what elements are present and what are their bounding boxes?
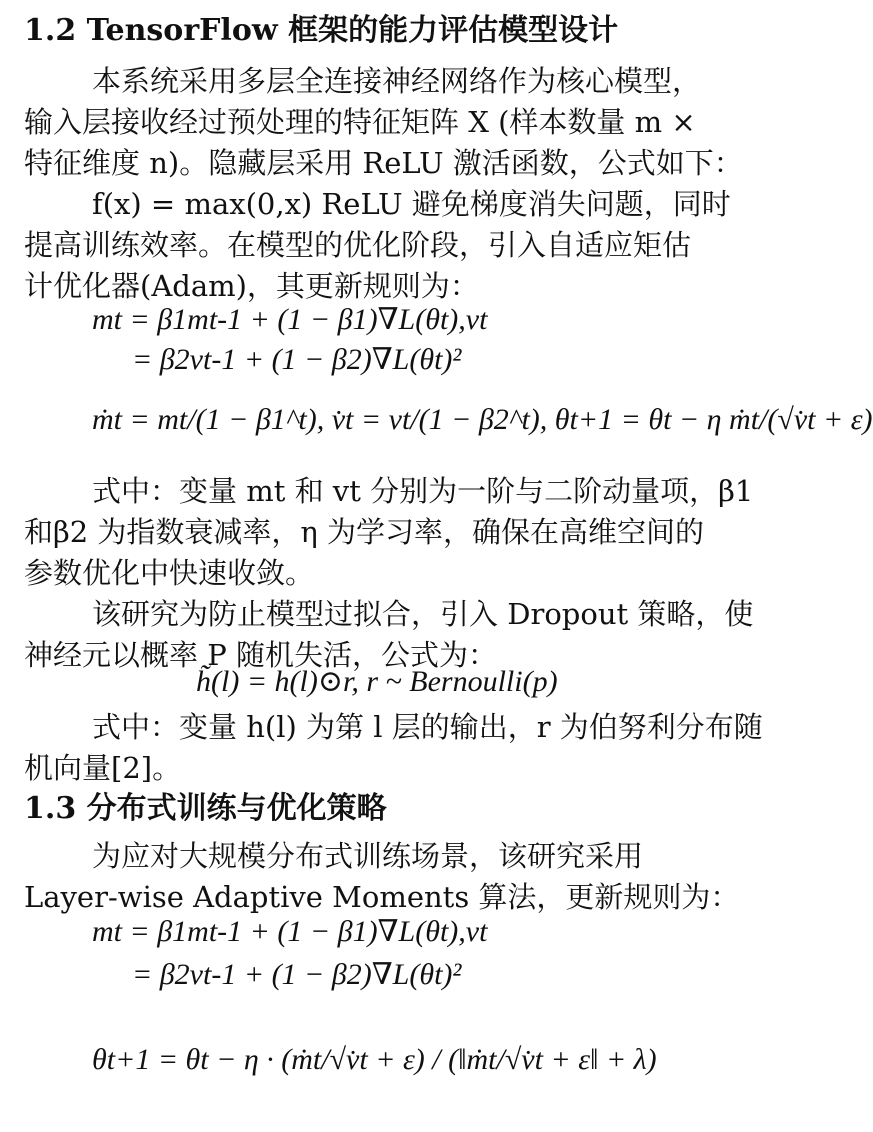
- paragraph-line: 式中：变量 h(l) 为第 l 层的输出，r 为伯努利分布随: [92, 710, 763, 744]
- paragraph-line: 机向量[2]。: [24, 751, 182, 785]
- lamb-update-equation: θt+1 = θt − η · (ṁt/√v̇t + ε) / (‖ṁt/√v̇t + ε‖ + λ): [92, 1043, 657, 1076]
- paragraph-line: f(x) = max(0,x) ReLU 避免梯度消失问题，同时: [92, 187, 731, 221]
- paragraph-line: Layer-wise Adaptive Moments 算法，更新规则为：: [24, 880, 740, 914]
- paragraph-line: 神经元以概率 P 随机失活，公式为：: [24, 638, 497, 672]
- lamb-moment-equation-line-2: = β2vt-1 + (1 − β2)∇L(θt)²: [132, 958, 462, 991]
- adam-bias-correction-equation: ṁt = mt/(1 − β1^t), v̇t = vt/(1 − β2^t), θt+1 = θt − η ṁt/(√v̇t + ε): [92, 403, 873, 436]
- paragraph-line: 式中：变量 mt 和 vt 分别为一阶与二阶动量项，β1: [92, 474, 754, 508]
- adam-moment-equation-line-1: mt = β1mt-1 + (1 − β1)∇L(θt),vt: [92, 303, 488, 336]
- section-heading-1-2: 1.2 TensorFlow 框架的能力评估模型设计: [24, 13, 619, 48]
- paragraph-line: 特征维度 n)。隐藏层采用 ReLU 激活函数，公式如下：: [24, 146, 743, 180]
- paragraph-line: 输入层接收经过预处理的特征矩阵 X (样本数量 m ×: [24, 105, 696, 139]
- paragraph-line: 为应对大规模分布式训练场景，该研究采用: [92, 839, 644, 873]
- paragraph-line: 计优化器(Adam)，其更新规则为：: [24, 269, 479, 303]
- adam-moment-equation-line-2: = β2vt-1 + (1 − β2)∇L(θt)²: [132, 343, 462, 376]
- paragraph-line: 和β2 为指数衰减率，η 为学习率，确保在高维空间的: [24, 515, 705, 549]
- dropout-equation: h̃(l) = h(l)⊙r, r ~ Bernoulli(p): [196, 665, 558, 698]
- paragraph-line: 本系统采用多层全连接神经网络作为核心模型，: [92, 64, 702, 98]
- paragraph-line: 该研究为防止模型过拟合，引入 Dropout 策略，使: [92, 597, 754, 631]
- section-heading-1-3: 1.3 分布式训练与优化策略: [24, 791, 387, 826]
- paragraph-line: 参数优化中快速收敛。: [24, 556, 315, 590]
- paragraph-line: 提高训练效率。在模型的优化阶段，引入自适应矩估: [24, 228, 692, 262]
- lamb-moment-equation-line-1: mt = β1mt-1 + (1 − β1)∇L(θt),vt: [92, 915, 488, 948]
